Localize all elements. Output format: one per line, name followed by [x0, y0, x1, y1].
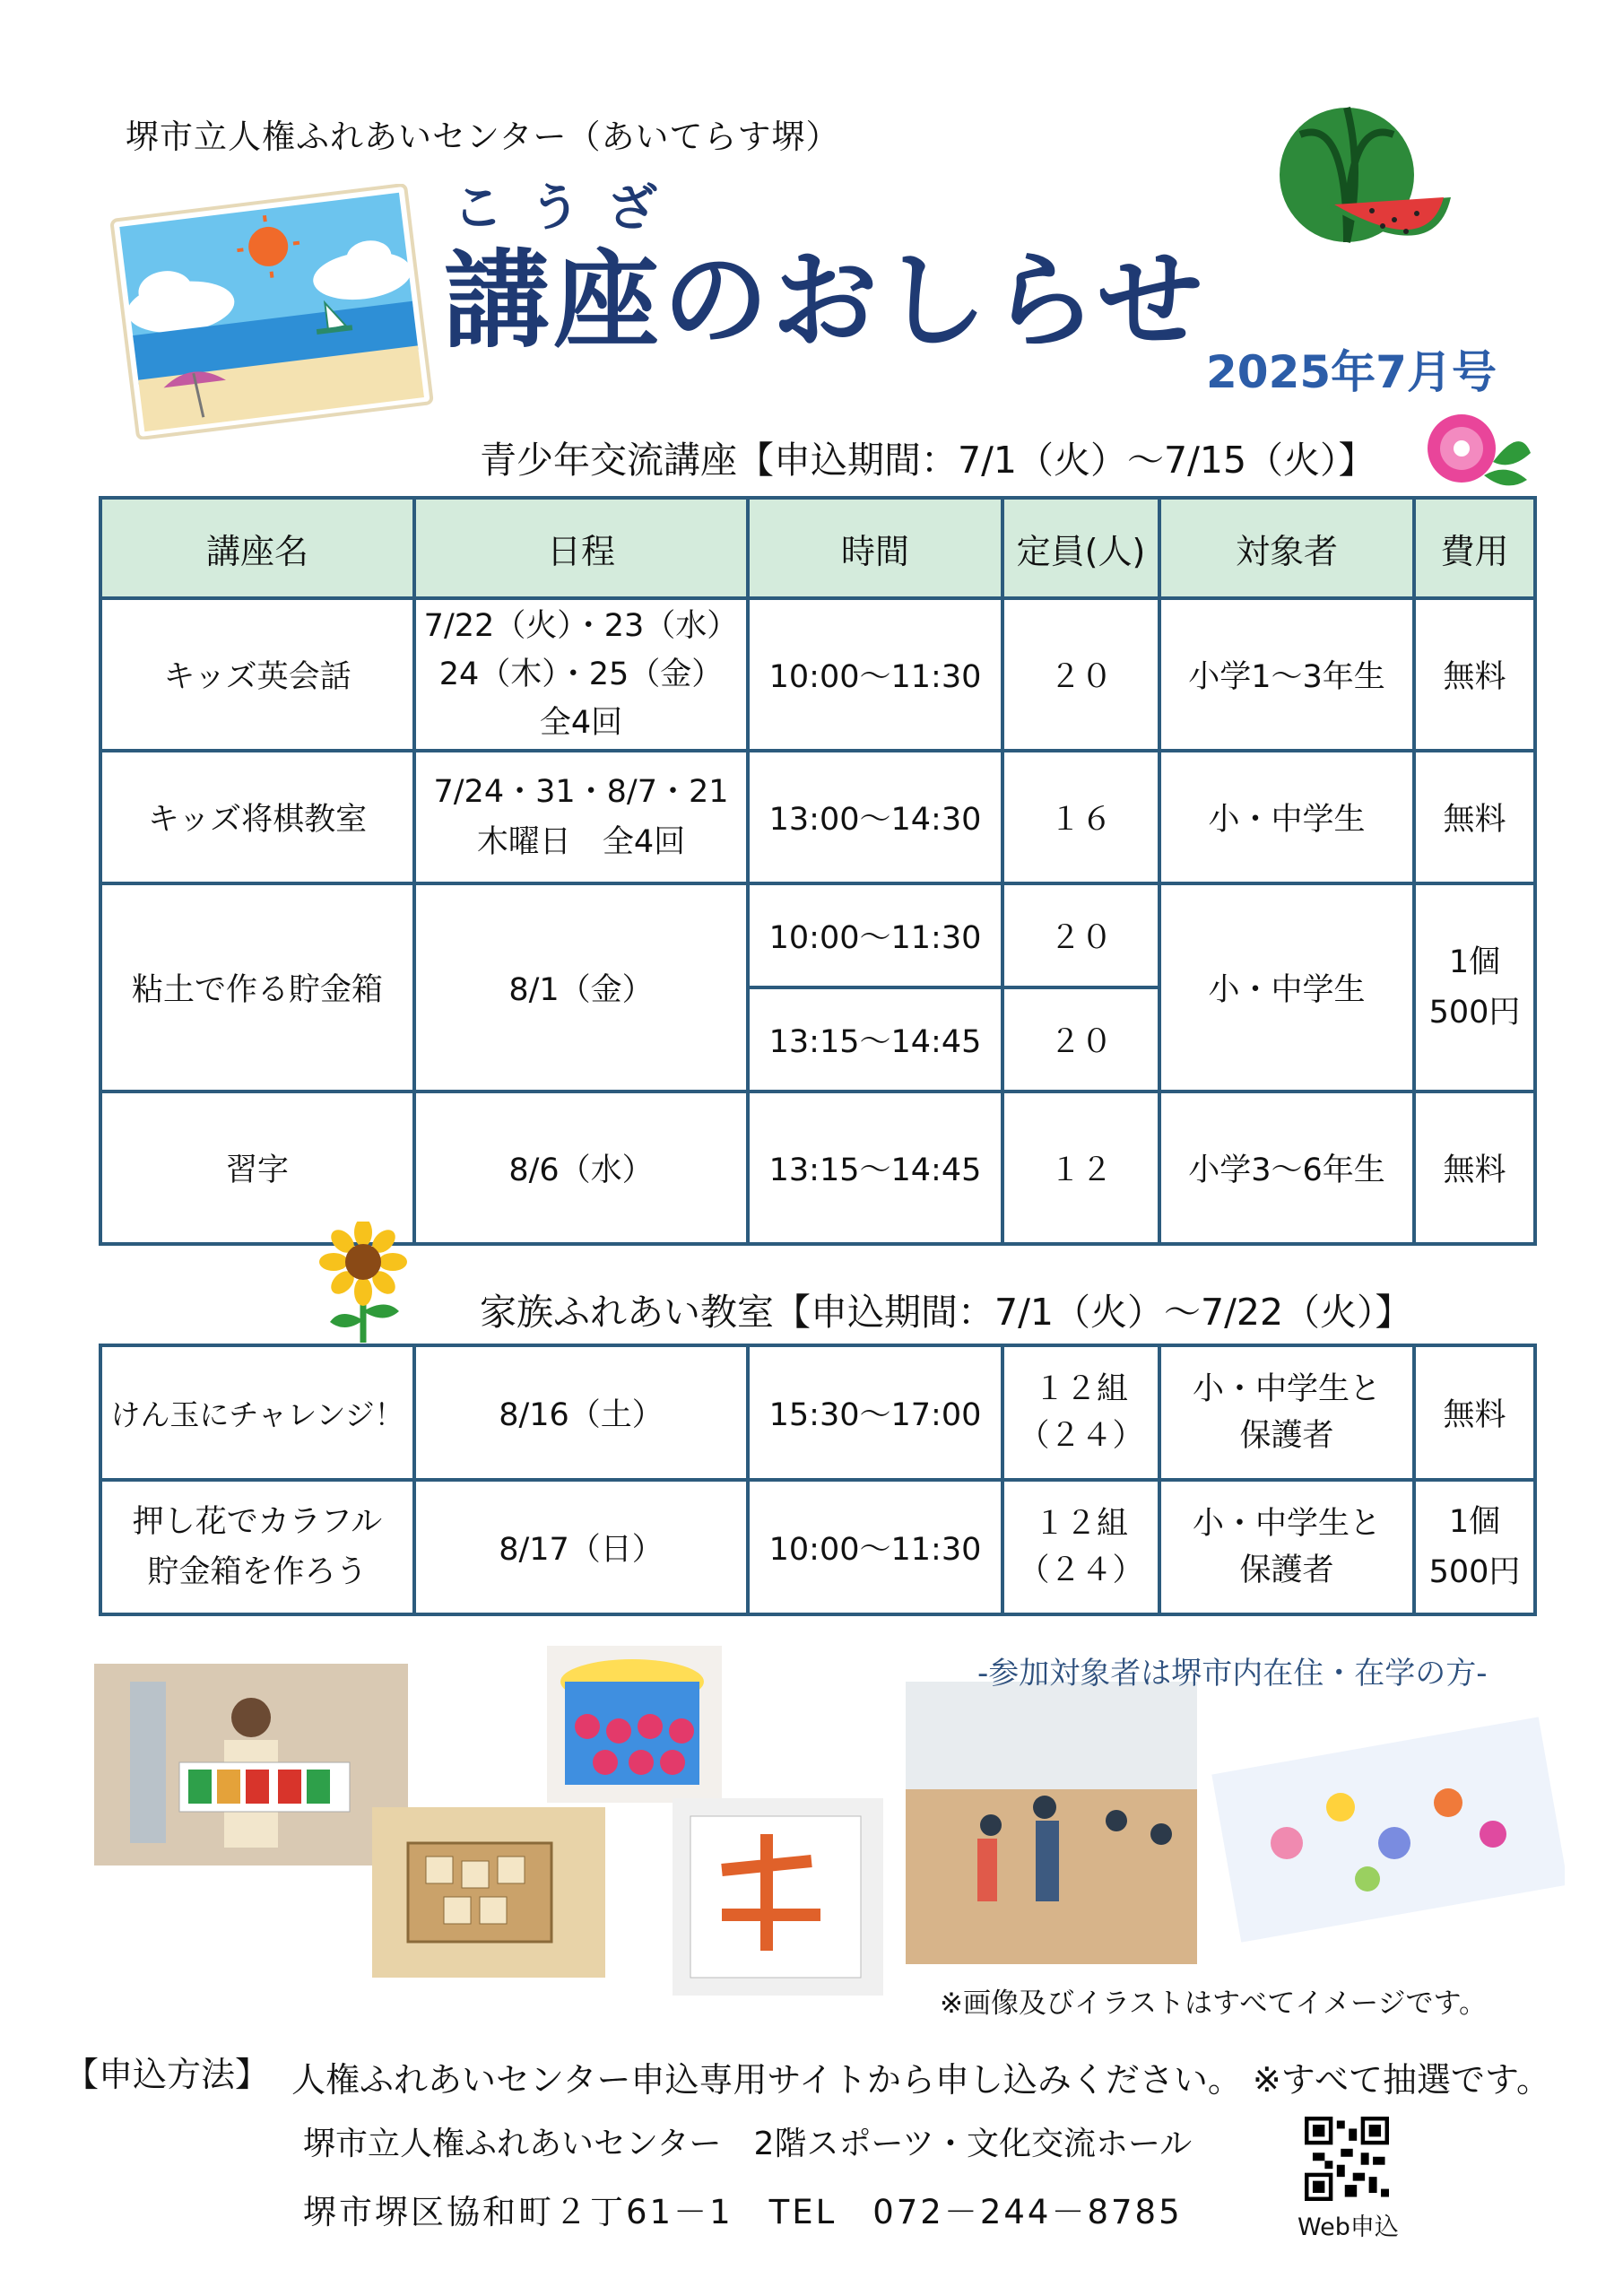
address-info: 堺市堺区協和町２丁61－1 TEL 072－244－8785	[303, 2193, 1183, 2231]
table-row	[100, 883, 1535, 987]
section-family-title: 家族ふれあい教室【申込期間：7/1（火）～7/22（火）】	[480, 1291, 1412, 1334]
issue-date: 2025年7月号	[1206, 346, 1497, 398]
course-fee: 1個 500円	[1414, 1480, 1535, 1614]
header-fee: 費用	[1414, 498, 1535, 598]
course-schedule: 8/16（土）	[414, 1345, 748, 1480]
course-schedule: 7/24・31・8/7・21 木曜日 全4回	[414, 751, 748, 883]
course-fee: 無料	[1414, 751, 1535, 883]
beach-illustration	[106, 184, 438, 439]
apply-method-text: 人権ふれあいセンター申込専用サイトから申し込みください。 ※すべて抽選です。	[291, 2060, 1550, 2100]
header-target: 対象者	[1159, 498, 1414, 598]
course-schedule: 8/6（水）	[414, 1091, 748, 1244]
table-row	[100, 1480, 1535, 1614]
course-capacity: ２０	[1002, 883, 1159, 987]
course-time: 13:00～14:30	[748, 751, 1002, 883]
course-name: けん玉にチャレンジ！	[100, 1345, 414, 1480]
course-capacity: ２０	[1002, 598, 1159, 751]
qr-code[interactable]	[1305, 2117, 1389, 2201]
course-time: 13:15～14:45	[748, 1091, 1002, 1244]
eligibility-note: -参加対象者は堺市内在住・在学の方-	[977, 1656, 1488, 1692]
watermelon-icon	[1273, 99, 1453, 269]
course-time: 13:15～14:45	[748, 987, 1002, 1091]
table-row	[100, 751, 1535, 883]
course-capacity: １６	[1002, 751, 1159, 883]
course-schedule: 7/22（火）・23（水） 24（木）・25（金） 全4回	[414, 598, 748, 751]
course-schedule: 8/1（金）	[414, 883, 748, 1091]
course-target: 小・中学生と 保護者	[1159, 1345, 1414, 1480]
course-name: 習字	[100, 1091, 414, 1244]
table-row	[100, 598, 1535, 751]
organization-name: 堺市立人権ふれあいセンター（あいてらす堺）	[126, 117, 840, 156]
youth-course-table	[99, 496, 1537, 1246]
course-fee: 無料	[1414, 1091, 1535, 1244]
course-capacity: ２０	[1002, 987, 1159, 1091]
venue-info: 堺市立人権ふれあいセンター 2階スポーツ・文化交流ホール	[303, 2126, 1193, 2162]
course-time: 10:00～11:30	[748, 1480, 1002, 1614]
course-capacity: １２	[1002, 1091, 1159, 1244]
course-fee: 無料	[1414, 1345, 1535, 1480]
course-fee: 無料	[1414, 598, 1535, 751]
course-time: 10:00～11:30	[748, 883, 1002, 987]
page-title: 講座のおしらせ	[444, 239, 1207, 362]
course-time: 10:00～11:30	[748, 598, 1002, 751]
course-fee: 1個 500円	[1414, 883, 1535, 1091]
course-schedule: 8/17（日）	[414, 1480, 748, 1614]
course-target: 小学3～6年生	[1159, 1091, 1414, 1244]
header-course-name: 講座名	[100, 498, 414, 598]
web-apply-label: Web申込	[1298, 2213, 1399, 2241]
header-schedule: 日程	[414, 498, 748, 598]
course-capacity: １２組 （２４）	[1002, 1480, 1159, 1614]
course-target: 小・中学生	[1159, 751, 1414, 883]
activity-photos	[94, 1646, 1565, 2005]
course-target: 小学1～3年生	[1159, 598, 1414, 751]
header-capacity: 定員(人)	[1002, 498, 1159, 598]
course-name: 粘土で作る貯金箱	[100, 883, 414, 1091]
course-name: キッズ英会話	[100, 598, 414, 751]
course-name: キッズ将棋教室	[100, 751, 414, 883]
family-course-table	[99, 1344, 1537, 1616]
title-ruby: こうざ	[453, 179, 684, 238]
section-youth-title: 青少年交流講座【申込期間：7/1（火）～7/15（火）】	[480, 439, 1376, 482]
course-target: 小・中学生と 保護者	[1159, 1480, 1414, 1614]
image-disclaimer: ※画像及びイラストはすべてイメージです。	[940, 1987, 1488, 2020]
apply-method-label: 【申込方法】	[65, 2055, 270, 2094]
course-time: 15:30～17:00	[748, 1345, 1002, 1480]
course-name: 押し花でカラフル 貯金箱を作ろう	[100, 1480, 414, 1614]
course-capacity: １２組 （２４）	[1002, 1345, 1159, 1480]
table-row	[100, 1345, 1535, 1480]
course-target: 小・中学生	[1159, 883, 1414, 1091]
morning-glory-icon	[1421, 408, 1533, 493]
sunflower-icon	[314, 1222, 412, 1347]
header-time: 時間	[748, 498, 1002, 598]
